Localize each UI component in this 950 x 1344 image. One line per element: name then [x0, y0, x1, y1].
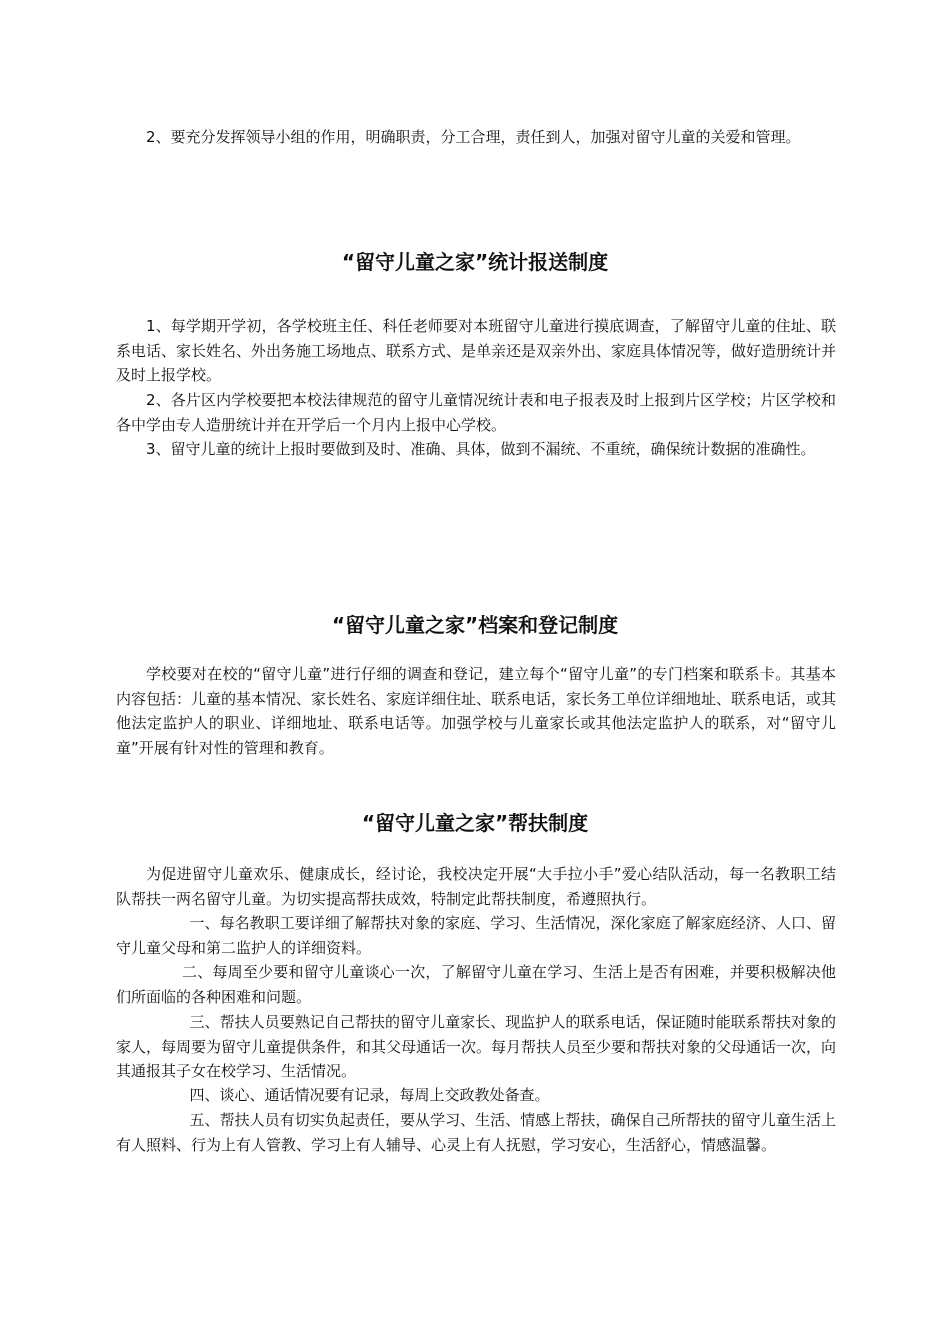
stats-item-3: 3、留守儿童的统计上报时要做到及时、准确、具体，做到不漏统、不重统，确保统计数据的准确性。 — [146, 440, 816, 458]
help-item-3: 三、帮扶人员要熟记自己帮扶的留守儿童家长、现监护人的联系电话，保证随时能联系帮扶对象的家人，每周要为留守儿童提供条件，和其父母通话一次。每月帮扶人员至少要和帮扶对象的父母通话一次，向其通报其子女在校学习、生活情况。 — [116, 1013, 837, 1080]
section-title-archive: “留守儿童之家”档案和登记制度 — [331, 613, 619, 637]
help-item-2: 二、每周至少要和留守儿童谈心一次，了解留守儿童在学习、生活上是否有困难，并要积极解决他们所面临的各种困难和问题。 — [116, 963, 836, 1006]
stats-item-1: 1、每学期开学初，各学校班主任、科任老师要对本班留守儿童进行摸底调查，了解留守儿童的住址、联系电话、家长姓名、外出务施工场地点、联系方式、是单亲还是双亲外出、家庭具体情况等，做好造册统计并及时上报学校。 — [116, 317, 837, 384]
stats-item-2: 2、各片区内学校要把本校法律规范的留守儿童情况统计表和电子报表及时上报到片区学校；片区学校和各中学由专人造册统计并在开学后一个月内上报中心学校。 — [116, 391, 836, 434]
help-item-5: 五、帮扶人员有切实负起责任，要从学习、生活、情感上帮扶，确保自己所帮扶的留守儿童生活上有人照料、行为上有人管教、学习上有人辅导、心灵上有人抚慰，学习安心，生活舒心，情感温馨。 — [116, 1111, 836, 1154]
help-intro: 为促进留守儿童欢乐、健康成长，经讨论，我校决定开展“大手拉小手”爱心结队活动，每一名教职工结队帮扶一两名留守儿童。为切实提高帮扶成效，特制定此帮扶制度，希遵照执行。 — [116, 865, 836, 908]
help-item-4: 四、谈心、通话情况要有记录，每周上交政教处备查。 — [189, 1086, 550, 1104]
intro-item-2: 2、要充分发挥领导小组的作用，明确职责，分工合理，责任到人，加强对留守儿童的关爱和管理。 — [146, 128, 801, 146]
help-item-1: 一、每名教职工要详细了解帮扶对象的家庭、学习、生活情况，深化家庭了解家庭经济、人口、留守儿童父母和第二监护人的详细资料。 — [116, 914, 836, 957]
section-title-stats: “留守儿童之家”统计报送制度 — [341, 250, 609, 274]
section-title-help: “留守儿童之家”帮扶制度 — [361, 811, 589, 835]
archive-body: 学校要对在校的“留守儿童”进行仔细的调查和登记，建立每个“留守儿童”的专门档案和联系卡。其基本内容包括：儿童的基本情况、家长姓名、家庭详细住址、联系电话，家长务工单位详细地址、联系电话，或其他法定监护人的职业、详细地址、联系电话等。加强学校与儿童家长或其他法定监护人的联系，对“留守儿童”开展有针对性的管理和教育。 — [116, 665, 837, 757]
